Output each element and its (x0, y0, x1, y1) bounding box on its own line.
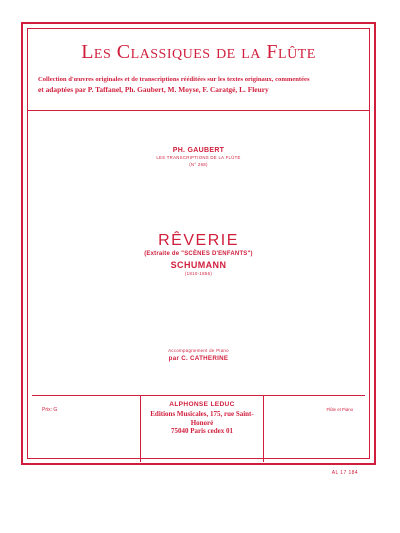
inner-frame (27, 28, 370, 459)
arranger-number: (N° 268) (189, 162, 208, 167)
arranger-block (28, 147, 369, 168)
instrumentation-label: Flûte et Piano (326, 407, 353, 412)
catalog-number: AL 17 184 (331, 470, 358, 476)
series-subtitle-line1: Collection d'œuvres originales et de transcriptions rééditées sur les textes originaux, commentées (38, 76, 310, 83)
work-title: RÊVERIE (158, 232, 239, 249)
publisher-address: Editions Musicales, 175, rue Saint-Honoré (150, 409, 254, 427)
series-subtitle (38, 75, 359, 95)
accompaniment-label: Accompagnement de Piano (168, 348, 229, 353)
composer-name: SCHUMANN (170, 260, 227, 270)
composer-dates: (1810-1856) (184, 271, 213, 276)
accompaniment-block (28, 348, 369, 362)
cover-frame (21, 22, 376, 465)
price-cell (32, 396, 141, 462)
work-block (28, 232, 369, 276)
accompaniment-author: par C. CATHERINE (168, 355, 229, 362)
price-label: Prix: G (42, 407, 58, 413)
publisher-block (142, 401, 262, 436)
instrumentation-cell (263, 396, 365, 462)
arranger-name: PH. GAUBERT (172, 147, 225, 154)
footer-bar (32, 395, 365, 462)
publisher-name: ALPHONSE LEDUC (169, 401, 235, 408)
series-title: Les Classiques de la Flûte (81, 41, 316, 63)
arranger-series-label: LES TRANSCRIPTIONS DE LA FLÛTE (156, 155, 241, 160)
publisher-city: 75040 Paris cedex 01 (170, 427, 233, 436)
series-subtitle-line2: et adaptées par P. Taffanel, Ph. Gaubert, M. Moyse, F. Caratgé, L. Fleury (38, 85, 269, 94)
work-subtitle: (Extraite de "SCÈNES D'ENFANTS") (144, 251, 253, 257)
series-header (28, 29, 369, 111)
